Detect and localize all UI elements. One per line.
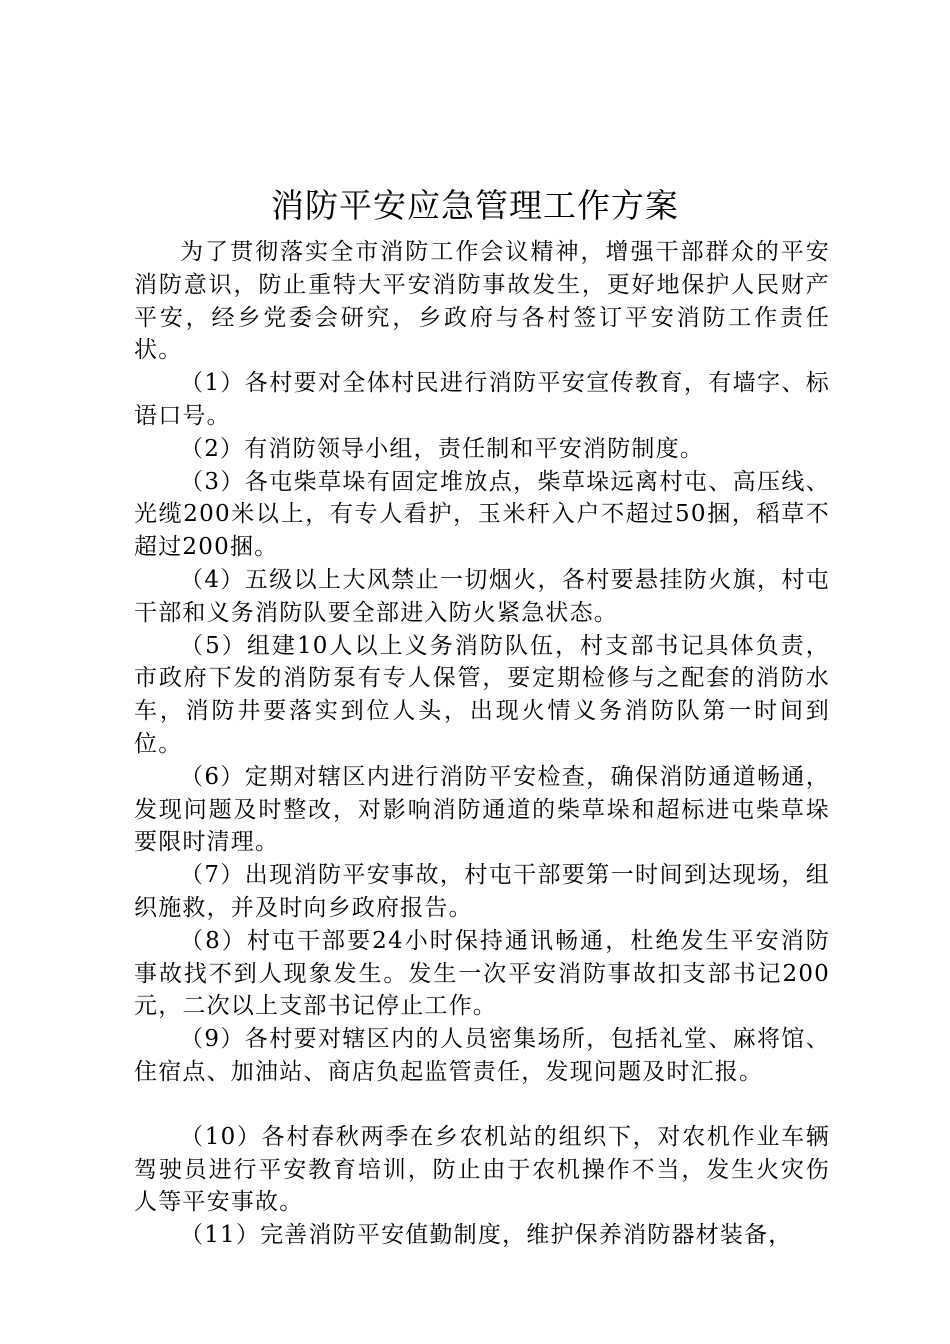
item-11-paragraph: （11）完善消防平安值勤制度，维护保养消防器材装备， bbox=[180, 1222, 793, 1249]
document-title: 消防平安应急管理工作方案 bbox=[271, 186, 679, 225]
item-10-paragraph: （10）各村春秋两季在乡农机站的组织下，对农机作业车辆驾驶员进行平安教育培训，防止由于农机操作不当，发生火灾伤人等平安事故。 bbox=[134, 1123, 830, 1216]
item-3-paragraph: （3）各屯柴草垛有固定堆放点，柴草垛远离村屯、高压线、光缆200米以上，有专人看护，玉米秆入户不超过50捆，稻草不超过200捆。 bbox=[134, 468, 830, 561]
item-8-paragraph: （8）村屯干部要24小时保持通讯畅通，杜绝发生平安消防事故找不到人现象发生。发生一次平安消防事故扣支部书记200元，二次以上支部书记停止工作。 bbox=[134, 927, 830, 1020]
intro-paragraph: 为了贯彻落实全市消防工作会议精神，增强干部群众的平安消防意识，防止重特大平安消防事故发生，更好地保护人民财产平安，经乡党委会研究，乡政府与各村签订平安消防工作责任状。 bbox=[134, 239, 830, 364]
paragraph-spacer bbox=[134, 1089, 830, 1121]
item-1-paragraph: （1）各村要对全体村民进行消防平安宣传教育，有墙字、标语口号。 bbox=[134, 370, 830, 429]
document-body bbox=[134, 236, 830, 1252]
item-4-paragraph: （4）五级以上大风禁止一切烟火，各村要悬挂防火旗，村屯干部和义务消防队要全部进入防火紧急状态。 bbox=[134, 566, 830, 626]
item-5-paragraph: （5）组建10人以上义务消防队伍，村支部书记具体负责，市政府下发的消防泵有专人保管，要定期检修与之配套的消防水车，消防井要落实到位人头，出现火情义务消防队第一时间到位。 bbox=[134, 632, 830, 757]
item-6-paragraph: （6）定期对辖区内进行消防平安检查，确保消防通道畅通，发现问题及时整改，对影响消防通道的柴草垛和超标进屯柴草垛要限时清理。 bbox=[134, 763, 830, 856]
item-9-paragraph: （9）各村要对辖区内的人员密集场所，包括礼堂、麻将馆、住宿点、加油站、商店负起监管责任，发现问题及时汇报。 bbox=[134, 1026, 830, 1085]
item-2-paragraph: （2）有消防领导小组，责任制和平安消防制度。 bbox=[180, 435, 705, 462]
item-7-paragraph: （7）出现消防平安事故，村屯干部要第一时间到达现场，组织施救，并及时向乡政府报告。 bbox=[134, 862, 830, 921]
